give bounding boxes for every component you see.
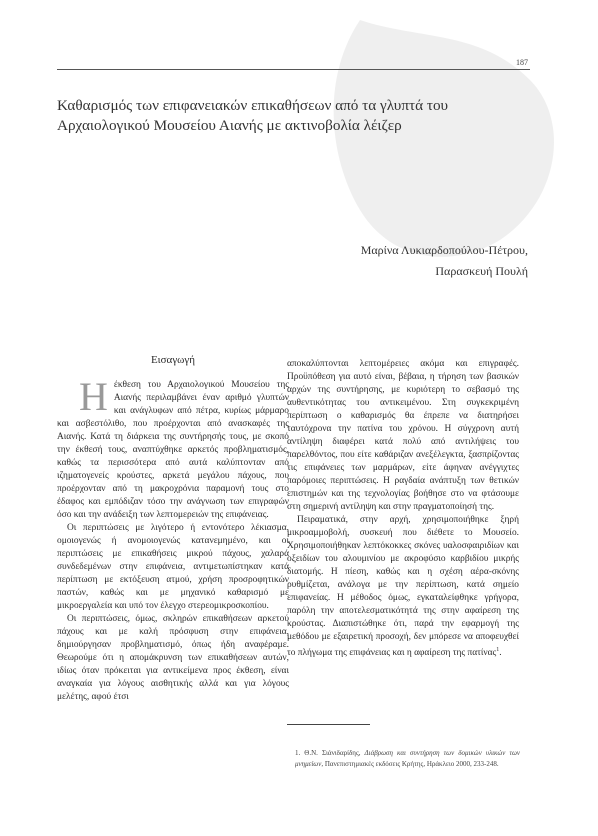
footnote bbox=[295, 748, 520, 770]
paragraph: Οι περιπτώσεις, όμως, σκληρών επικαθήσεων αρκετού πάχους και με καλή πρόσφυση στην επιφάνεια, δημιούργησαν προβληματισμό, όπως ήδη αναφέραμε. Θεωρούμε ότι η απομάκρυνση των επικαθήσεων αυτών, ιδίως όταν πρόκειται για αντικείμενα προς έκθεση, είναι αναγκαία για λόγους αισθητικής αλλά και για λόγους μελέτης, αφού έτσι bbox=[57, 614, 289, 702]
author-block bbox=[361, 240, 528, 282]
paragraph-text: έκθεση του Αρχαιολογικού Μουσείου της Αιανής περιλαμβάνει έναν αριθμό γλυπτών και ανάγλυφων από πέτρα, κυρίως μάρμαρο και ασβεστόλιθο, που προέρχονται από ανασκαφές της Αιανής. Κατά τη διάρκεια της συντήρησής τους, με σκοπό την έκθεσή τους, αναπτύχθηκε αρκετός προβληματισμός, καθώς τα περισσότερα από αυτά καλύπτονταν από ιζηματογενείς κρούστες, αρκετά μεγάλου πάχους, που προέρχονταν από τη μακροχρόνια παραμονή τους στο έδαφος και εμπόδιζαν τόσο την ανάγνωση των επιγραφών όσο και την ανάδειξη των λεπτομερειών της επιφάνειας. bbox=[57, 380, 289, 520]
drop-cap: Η bbox=[79, 374, 108, 419]
footnote-title: Διάβρωση και συντήρηση των δομικών υλικών των μνημείων bbox=[295, 749, 521, 768]
paragraph: Πειραματικά, στην αρχή, χρησιμοποιήθηκε ξηρή μικροαμμοβολή, συσκευή που διέθετε το Μουσείο. Χρησιμοποιήθηκαν λεπτόκοκκες σκόνες υαλοσφαιριδίων και οξειδίων του αλουμινίου με ακροφύσιο καρβιδίου μικρής διατομής. Η πίεση, καθώς και η σχέση αέρα-σκόνης ρυθμίζεται, ανάλογα με την περίπτωση, κατά σημείο επιφανείας. Η μέθοδος όμως, εγκαταλείφθηκε γρήγορα, παρόλη την αποτελεσματικότητά της στην αφαίρεση της κρούστας. Διαπιστώθηκε ότι, παρά την εφαρμογή της μεθόδου με εξαιρετική προσοχή, δεν μπόρεσε να αποφευχθεί το πλήγωμα της επιφάνειας και η αφαίρεση της πατίνας$^1$. bbox=[287, 515, 519, 659]
paragraph: Οι περιπτώσεις με λιγότερο ή εντονότερο λέκιασμα, ομοιογενώς ή ανομοιογενώς κατανεμημένο, και οι περιπτώσεις με επικαθήσεις μικρού πάχους, χαλαρά συνδεδεμένων στην επιφάνεια, αντιμετωπίστηκαν κατά περίπτωση με εκτόξευση ατμού, χρήση προσροφητικών παστών, καθώς και με μηχανικό καθαρισμό με μικροεργαλεία και υπό τον έλεγχο στερεομικροσκοπίου. bbox=[57, 523, 289, 611]
footnote-marker: 1 bbox=[496, 647, 500, 653]
footnote-prefix: 1. Θ.Ν. Σιάνιδαρίδης, bbox=[295, 749, 361, 757]
header-rule bbox=[57, 69, 530, 70]
page-number: 187 bbox=[516, 58, 528, 67]
left-column bbox=[57, 354, 289, 704]
footnote-rule bbox=[287, 724, 370, 725]
right-column bbox=[287, 358, 519, 660]
paragraph-text: Πειραματικά, στην αρχή, χρησιμοποιήθηκε ξηρή μικροαμμοβολή, συσκευή που διέθετε το Μουσείο. Χρησιμοποιήθηκαν λεπτόκοκκες σκόνες υαλοσφαιριδίων και οξειδίων του αλουμινίου με ακροφύσιο καρβιδίου μικρής διατομής. Η πίεση, καθώς και η σχέση αέρα-σκόνης ρυθμίζεται, ανάλογα με την περίπτωση, κατά σημείο επιφανείας. Η μέθοδος όμως, εγκαταλείφθηκε γρήγορα, παρόλη την αποτελεσματικότητά της στην αφαίρεση της κρούστας. Διαπιστώθηκε ότι, παρά την εφαρμογή της μεθόδου με εξαιρετική προσοχή, δεν μπόρεσε να αποφευχθεί το πλήγωμα της επιφάνειας και η αφαίρεση της πατίνας bbox=[287, 515, 519, 659]
author-2: Παρασκευή Πουλή bbox=[435, 264, 528, 278]
footnote-suffix: , Πανεπιστημιακές εκδόσεις Κρήτης, Ηράκλειο 2000, 233-248. bbox=[321, 760, 499, 768]
article-title: Καθαρισμός των επιφανειακών επικαθήσεων από τα γλυπτά του Αρχαιολογικού Μουσείου Αιανής με ακτινοβολία λέιζερ bbox=[57, 97, 449, 134]
paragraph bbox=[57, 374, 289, 522]
author-1: Μαρίνα Λυκιαρδοπούλου-Πέτρου, bbox=[360, 243, 528, 257]
section-heading: Εισαγωγή bbox=[150, 354, 196, 366]
paragraph: αποκαλύπτονται λεπτομέρειες ακόμα και επιγραφές. Προϋπόθεση για αυτό είναι, βέβαια, η τήρηση των βασικών αρχών της συντήρησης, με κυριότερη το σεβασμό της αυθεντικότητας του αντικειμένου. Στη συγκεκριμένη περίπτωση ο καθαρισμός θα έπρεπε να διατηρήσει ταυτόχρονα την πατίνα του χρόνου. Η σύγχρονη αυτή αντίληψη διαφέρει κατά πολύ από αντιλήψεις του παρελθόντος, που είτε καθάριζαν ανεξέλεγκτα, ξασπρίζοντας τις επιφάνειες των μαρμάρων, είτε άφηναν ανέγγιχτες παρόμοιες περιπτώσεις. Η ραγδαία ανάπτυξη των θετικών επιστημών και της τεχνολογίας βοήθησε στο να φτάσουμε στη σημερινή αντίληψη και στην πραγματοποίησή της. bbox=[287, 359, 519, 512]
